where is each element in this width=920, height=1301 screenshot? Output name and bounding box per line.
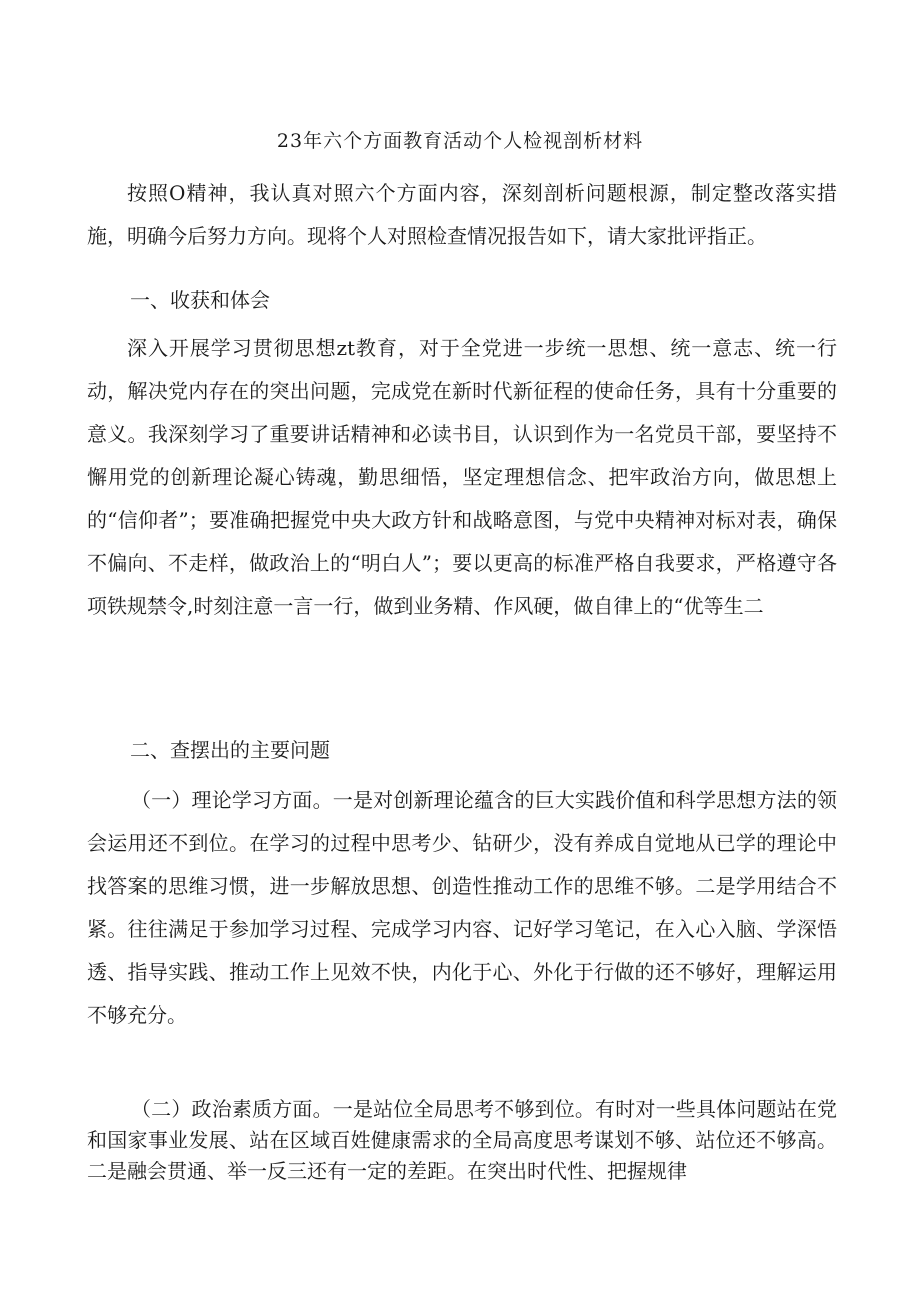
document-title: 23年六个方面教育活动个人检视剖析材料 xyxy=(276,130,644,152)
section-body-gains: 深入开展学习贯彻思想zt教育，对于全党进一步统一思想、统一意志、统一行动，解决党内存在的突出问题，完成党在新时代新征程的使命任务，具有十分重要的意义。我深刻学习了重要讲话精神和必读书目，认识到作为一名党员干部，要坚持不懈用党的创新理论凝心铸魂，勤思细悟，坚定理想信念、把牢政治方向，做思想上的“信仰者”；要准确把握党中央大政方针和战略意图，与党中央精神对标对表，确保不偏向、不走样，做政治上的“明白人”；要以更高的标准严格自我要求，严格遵守各项铁规禁令,时刻注意一言一行，做到业务精、作风硬，做自律上的“优等生二 xyxy=(87,336,837,618)
problem-item-politics: （二）政治素质方面。一是站位全局思考不够到位。有时对一些具体问题站在党和国家事业发展、站在区域百姓健康需求的全局高度思考谋划不够、站位还不够高。二是融会贯通、举一反三还有一定的差距。在突出时代性、把握规律 xyxy=(87,1097,837,1183)
section-heading-problems: 二、查摆出的主要问题 xyxy=(130,738,330,762)
intro-paragraph: 按照O精神，我认真对照六个方面内容，深刻剖析问题根源，制定整改落实措施，明确今后努力方向。现将个人对照检查情况报告如下，请大家批评指正。 xyxy=(87,181,837,248)
problem-item-theory: （一）理论学习方面。一是对创新理论蕴含的巨大实践价值和科学思想方法的领会运用还不到位。在学习的过程中思考少、钻研少，没有养成自觉地从已学的理论中找答案的思维习惯，进一步解放思想、创造性推动工作的思维不够。二是学用结合不紧。往往满足于参加学习过程、完成学习内容、记好学习笔记，在入心入脑、学深悟透、指导实践、推动工作上见效不快，内化于心、外化于行做的还不够好，理解运用不够充分。 xyxy=(87,788,837,1027)
section-heading-gains: 一、收获和体会 xyxy=(130,288,270,312)
